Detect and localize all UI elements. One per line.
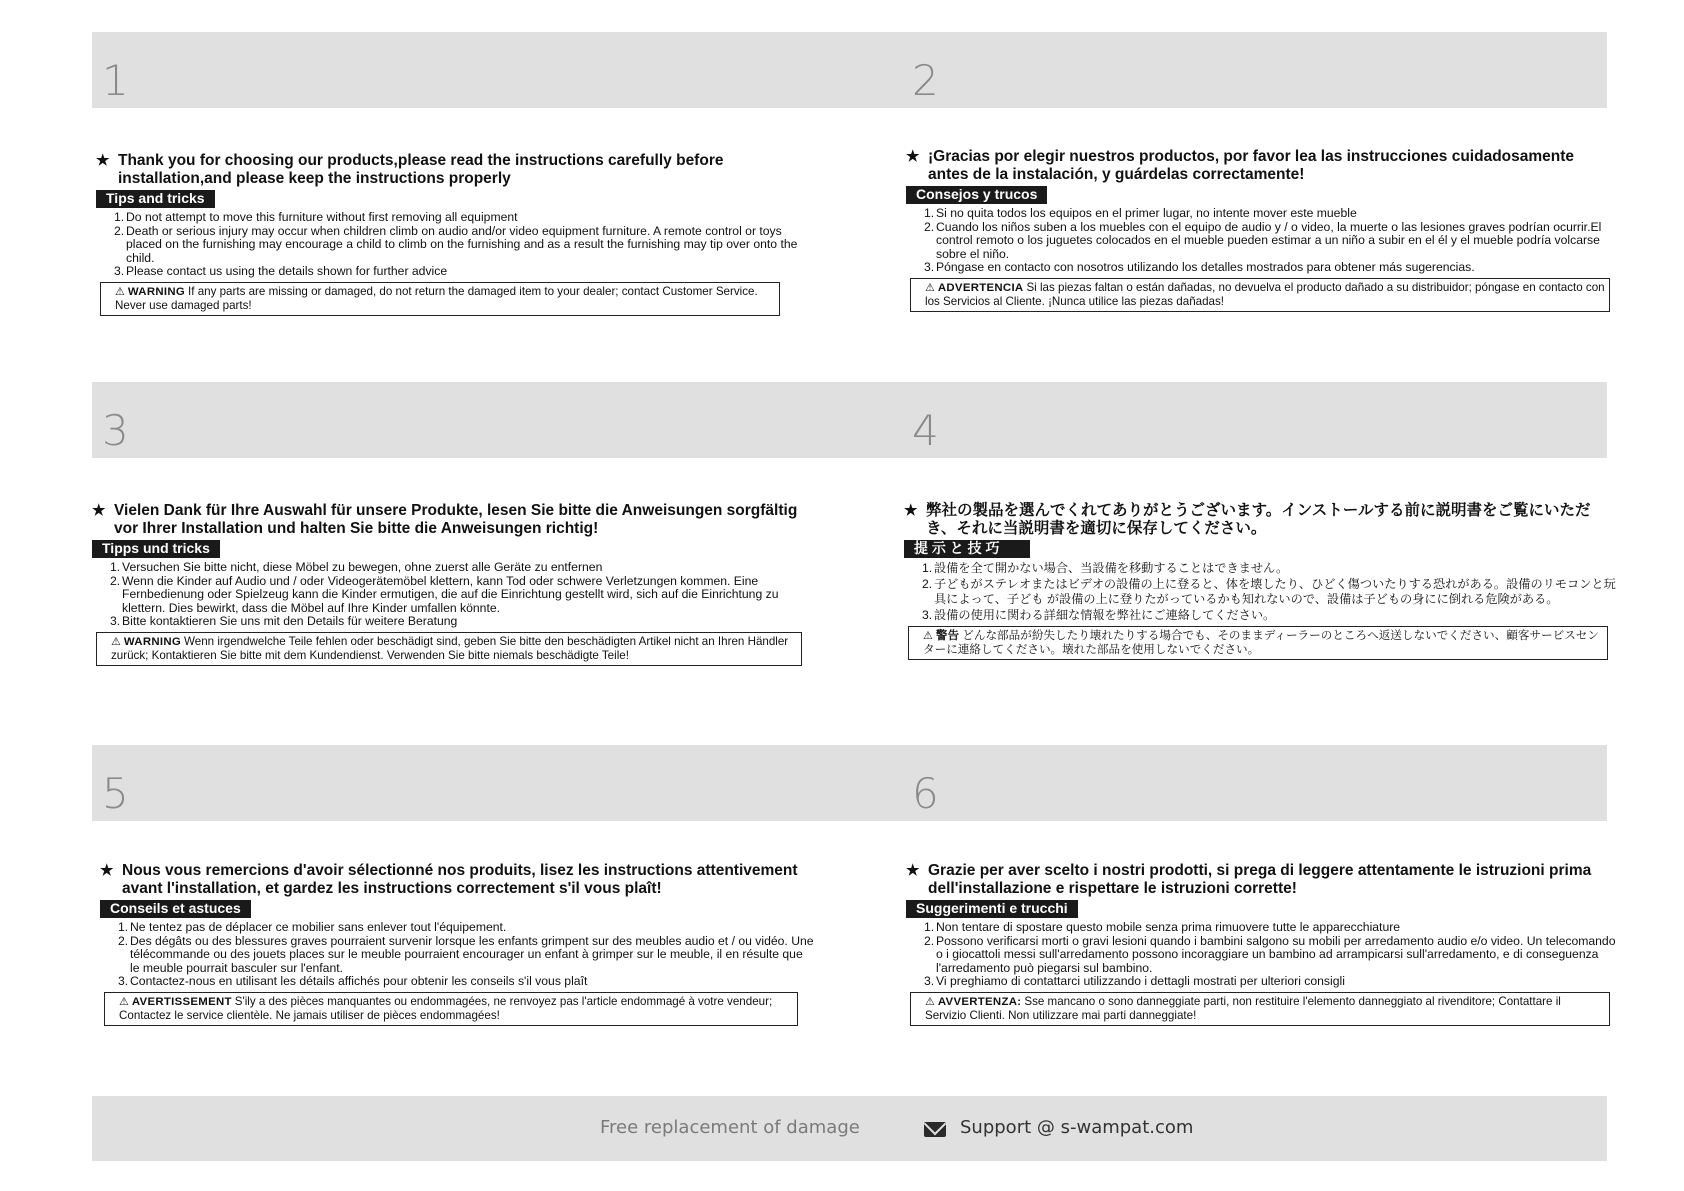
warning-icon: ⚠: [923, 630, 933, 642]
warning-icon: ⚠: [925, 281, 935, 294]
list-item: 1. Versuchen Sie bitte nicht, diese Möbel zu bewegen, ohne zuerst alle Geräte zu entfernen: [110, 560, 603, 574]
section-band-1: [92, 32, 902, 108]
instructions-german: [92, 502, 807, 666]
list-item: 2. Wenn die Kinder auf Audio und / oder Videogerätemöbel klettern, kann Tod oder schwere Verletzungen kommen. Eine Fernbedienung oder Spielzeug kann die Kinder ermutigen, die auf die Einrichtung gestellt wird, sich auf die Einrichtung zu klettern. Dies bewirkt, dass die Möbel auf Ihre Kinder umfallen könnte.: [110, 573, 779, 615]
list-item: 2. Cuando los niños suben a los muebles con el equipo de audio y / o video, la muerte o las lesiones graves podrían ocurrir.El control remoto o los juguetes colocados en el mueble pueden estimar a un niño a subir en el él y el mueble podría volcarse sobre el niño.: [924, 219, 1602, 261]
star-icon: ★: [92, 502, 106, 519]
tips-list: [906, 921, 1618, 989]
warning-text: どんな部品が紛失したり壊れたりする場合でも、そのままディーラーのところへ返送しないでください、顧客サービスセンターに連絡してください。壊れた部品を使用しないでください。: [923, 629, 1599, 656]
list-item: 1. Do not attempt to move this furniture without first removing all equipment: [114, 210, 518, 224]
list-item: 2. Des dégâts ou des blessures graves pourraient survenir lorsque les enfants grimpent sur des meubles audio et / ou vidéo. Une télécommande ou des jouets places sur le meuble pourraient encourager un enfant à grimper sur le meuble, il en résulte que le meuble pourrait basculer sur l'enfant.: [118, 933, 814, 975]
list-item: 1. Ne tentez pas de déplacer ce mobilier sans enlever tout l'équipement.: [118, 920, 507, 934]
instructions-italian: [906, 862, 1618, 1026]
warning-label: 警告: [935, 630, 960, 642]
warning-label: AVVERTENZA:: [937, 995, 1022, 1008]
section-number: 6: [912, 769, 939, 818]
tips-label: Tips and tricks: [96, 190, 215, 208]
section-number: 3: [102, 406, 129, 455]
tips-label: 提 示 と 技 巧: [904, 540, 1030, 558]
list-item: 1. 設備を全て開かない場合、当設備を移動することはできません。: [922, 561, 1289, 575]
warning-label: ADVERTENCIA: [937, 281, 1024, 294]
headline: 弊社の製品を選んでくれてありがとうございます。インストールする前に説明書をご覧にいただき、それに当説明書を適切に保存してください。: [926, 502, 1591, 537]
section-number: 1: [102, 56, 129, 105]
instructions-spanish: [906, 148, 1616, 312]
section-band-2: [902, 32, 1607, 108]
section-band-6: [902, 745, 1607, 821]
headline: ¡Gracias por elegir nuestros productos, por favor lea las instrucciones cuidadosamente antes de la instalación, y guárdelas correctamente!: [928, 148, 1575, 183]
list-item: 3. Contactez-nous en utilisant les détails affichés pour obtenir les conseils s'il vous plaît: [118, 974, 588, 988]
support-email[interactable]: Support @ s-wampat.com: [960, 1117, 1194, 1138]
warning-box: [104, 992, 798, 1026]
list-item: 1. Non tentare di spostare questo mobile senza prima rimuovere tutte le apparecchiature: [924, 920, 1401, 934]
warning-label: WARNING: [127, 285, 186, 298]
tips-list: [92, 561, 807, 629]
tips-label: Tipps und tricks: [92, 540, 220, 558]
headline: Grazie per aver scelto i nostri prodotti, si prega di leggere attentamente le istruzioni prima dell'installazione e rispettare le istruzioni corrette!: [928, 862, 1592, 897]
warning-box: [910, 278, 1610, 312]
warning-icon: ⚠: [115, 285, 125, 298]
tips-list: [904, 561, 1616, 623]
star-icon: ★: [96, 152, 110, 169]
section-band-3: [92, 382, 902, 458]
section-band-5: [92, 745, 902, 821]
replacement-text: Free replacement of damage: [600, 1117, 860, 1138]
warning-box: [910, 992, 1610, 1026]
headline: Nous vous remercions d'avoir sélectionné nos produits, lisez les instructions attentivement avant l'installation, et gardez les instructions correctement s'il vous plaît!: [122, 862, 798, 897]
warning-icon: ⚠: [111, 635, 121, 648]
star-icon: ★: [906, 148, 920, 165]
warning-text: If any parts are missing or damaged, do not return the damaged item to your dealer; contact Customer Service. Never use damaged parts!: [115, 284, 758, 312]
mail-icon: [924, 1122, 946, 1137]
warning-icon: ⚠: [925, 995, 935, 1008]
warning-label: AVERTISSEMENT: [131, 995, 232, 1008]
warning-box: [908, 626, 1608, 660]
warning-text: Wenn irgendwelche Teile fehlen oder beschädigt sind, geben Sie bitte den beschädigten Artikel nicht an Ihren Händler zurück; Kontaktieren Sie bitte mit dem Kundendienst. Verwenden Sie bitte niemals beschädigte Teile!: [111, 634, 789, 662]
tips-label: Consejos y trucos: [906, 186, 1047, 204]
section-number: 4: [912, 406, 939, 455]
warning-box: [96, 632, 802, 666]
warning-text: Sse mancano o sono danneggiate parti, non restituire l'elemento danneggiato al rivenditore; Contattare il Servizio Clienti. Non utilizzare mai parti danneggiate!: [925, 994, 1561, 1022]
list-item: 3. Póngase en contacto con nosotros utilizando los detalles mostrados para obtener más sugerencias.: [924, 260, 1475, 274]
list-item: 3. Bitte kontaktieren Sie uns mit den Details für weitere Beratung: [110, 614, 458, 628]
tips-label: Conseils et astuces: [100, 900, 251, 918]
section-number: 5: [102, 769, 129, 818]
list-item: 1. Si no quita todos los equipos en el primer lugar, no intente mover este mueble: [924, 206, 1357, 220]
footer-bar: [92, 1096, 1607, 1161]
star-icon: ★: [904, 502, 918, 519]
list-item: 2. Possono verificarsi morti o gravi lesioni quando i bambini salgono su mobili per arredamento audio e/o video. Un telecomando o i giocattoli messi sull'arredamento possono incoraggiare un bambino ad arrampicarsi sull'arredamento, e di conseguenza l'arredamento può piegarsi sul bambino.: [924, 933, 1616, 975]
tips-label: Suggerimenti e trucchi: [906, 900, 1078, 918]
list-item: 3. 設備の使用に関わる詳細な情報を弊社にご連絡してください。: [922, 607, 1276, 622]
list-item: 3. Please contact us using the details shown for further advice: [114, 264, 448, 278]
instructions-french: [100, 862, 815, 1026]
headline: Vielen Dank für Ihre Auswahl für unsere Produkte, lesen Sie bitte die Anweisungen sorgfältig vor Ihrer Installation und halten Sie bitte die Anweisungen richtig!: [114, 502, 798, 537]
list-item: 2. 子どもがステレオまたはビデオの設備の上に登ると、体を壊したり、ひどく傷ついたりする恐れがある。設備のリモコンと玩具によって、子ども が設備の上に登りたがっているかも知れないので、設備は子どもの身にに倒れる危険がある。: [922, 576, 1616, 606]
section-number: 2: [912, 56, 939, 105]
tips-list: [100, 921, 815, 989]
star-icon: ★: [906, 862, 920, 879]
headline: Thank you for choosing our products,please read the instructions carefully before installation,and please keep the instructions properly: [118, 152, 724, 187]
tips-list: [96, 211, 811, 279]
instructions-japanese: [904, 502, 1616, 660]
warning-text: S'ily a des pièces manquantes ou endommagées, ne renvoyez pas l'article endommagé à votre vendeur; Contactez le service clientèle. Ne jamais utiliser de pièces endommagées!: [119, 994, 773, 1022]
tips-list: [906, 207, 1616, 275]
instructions-english: [96, 152, 811, 316]
warning-label: WARNING: [123, 635, 182, 648]
list-item: 3. Vi preghiamo di contattarci utilizzando i dettagli mostrati per ulteriori consigli: [924, 974, 1345, 988]
star-icon: ★: [100, 862, 114, 879]
warning-text: Si las piezas faltan o están dañadas, no devuelva el producto dañado a su distribuidor; póngase en contacto con los Servicios al Cliente. ¡Nunca utilice las piezas dañadas!: [925, 280, 1605, 308]
section-band-4: [902, 382, 1607, 458]
warning-box: [100, 282, 780, 316]
warning-icon: ⚠: [119, 995, 129, 1008]
list-item: 2. Death or serious injury may occur when children climb on audio and/or video equipment furniture. A remote control or toys placed on the furnishing may encourage a child to climb on the furnishing and as a result the furnishing may tip over onto the child.: [114, 223, 798, 265]
